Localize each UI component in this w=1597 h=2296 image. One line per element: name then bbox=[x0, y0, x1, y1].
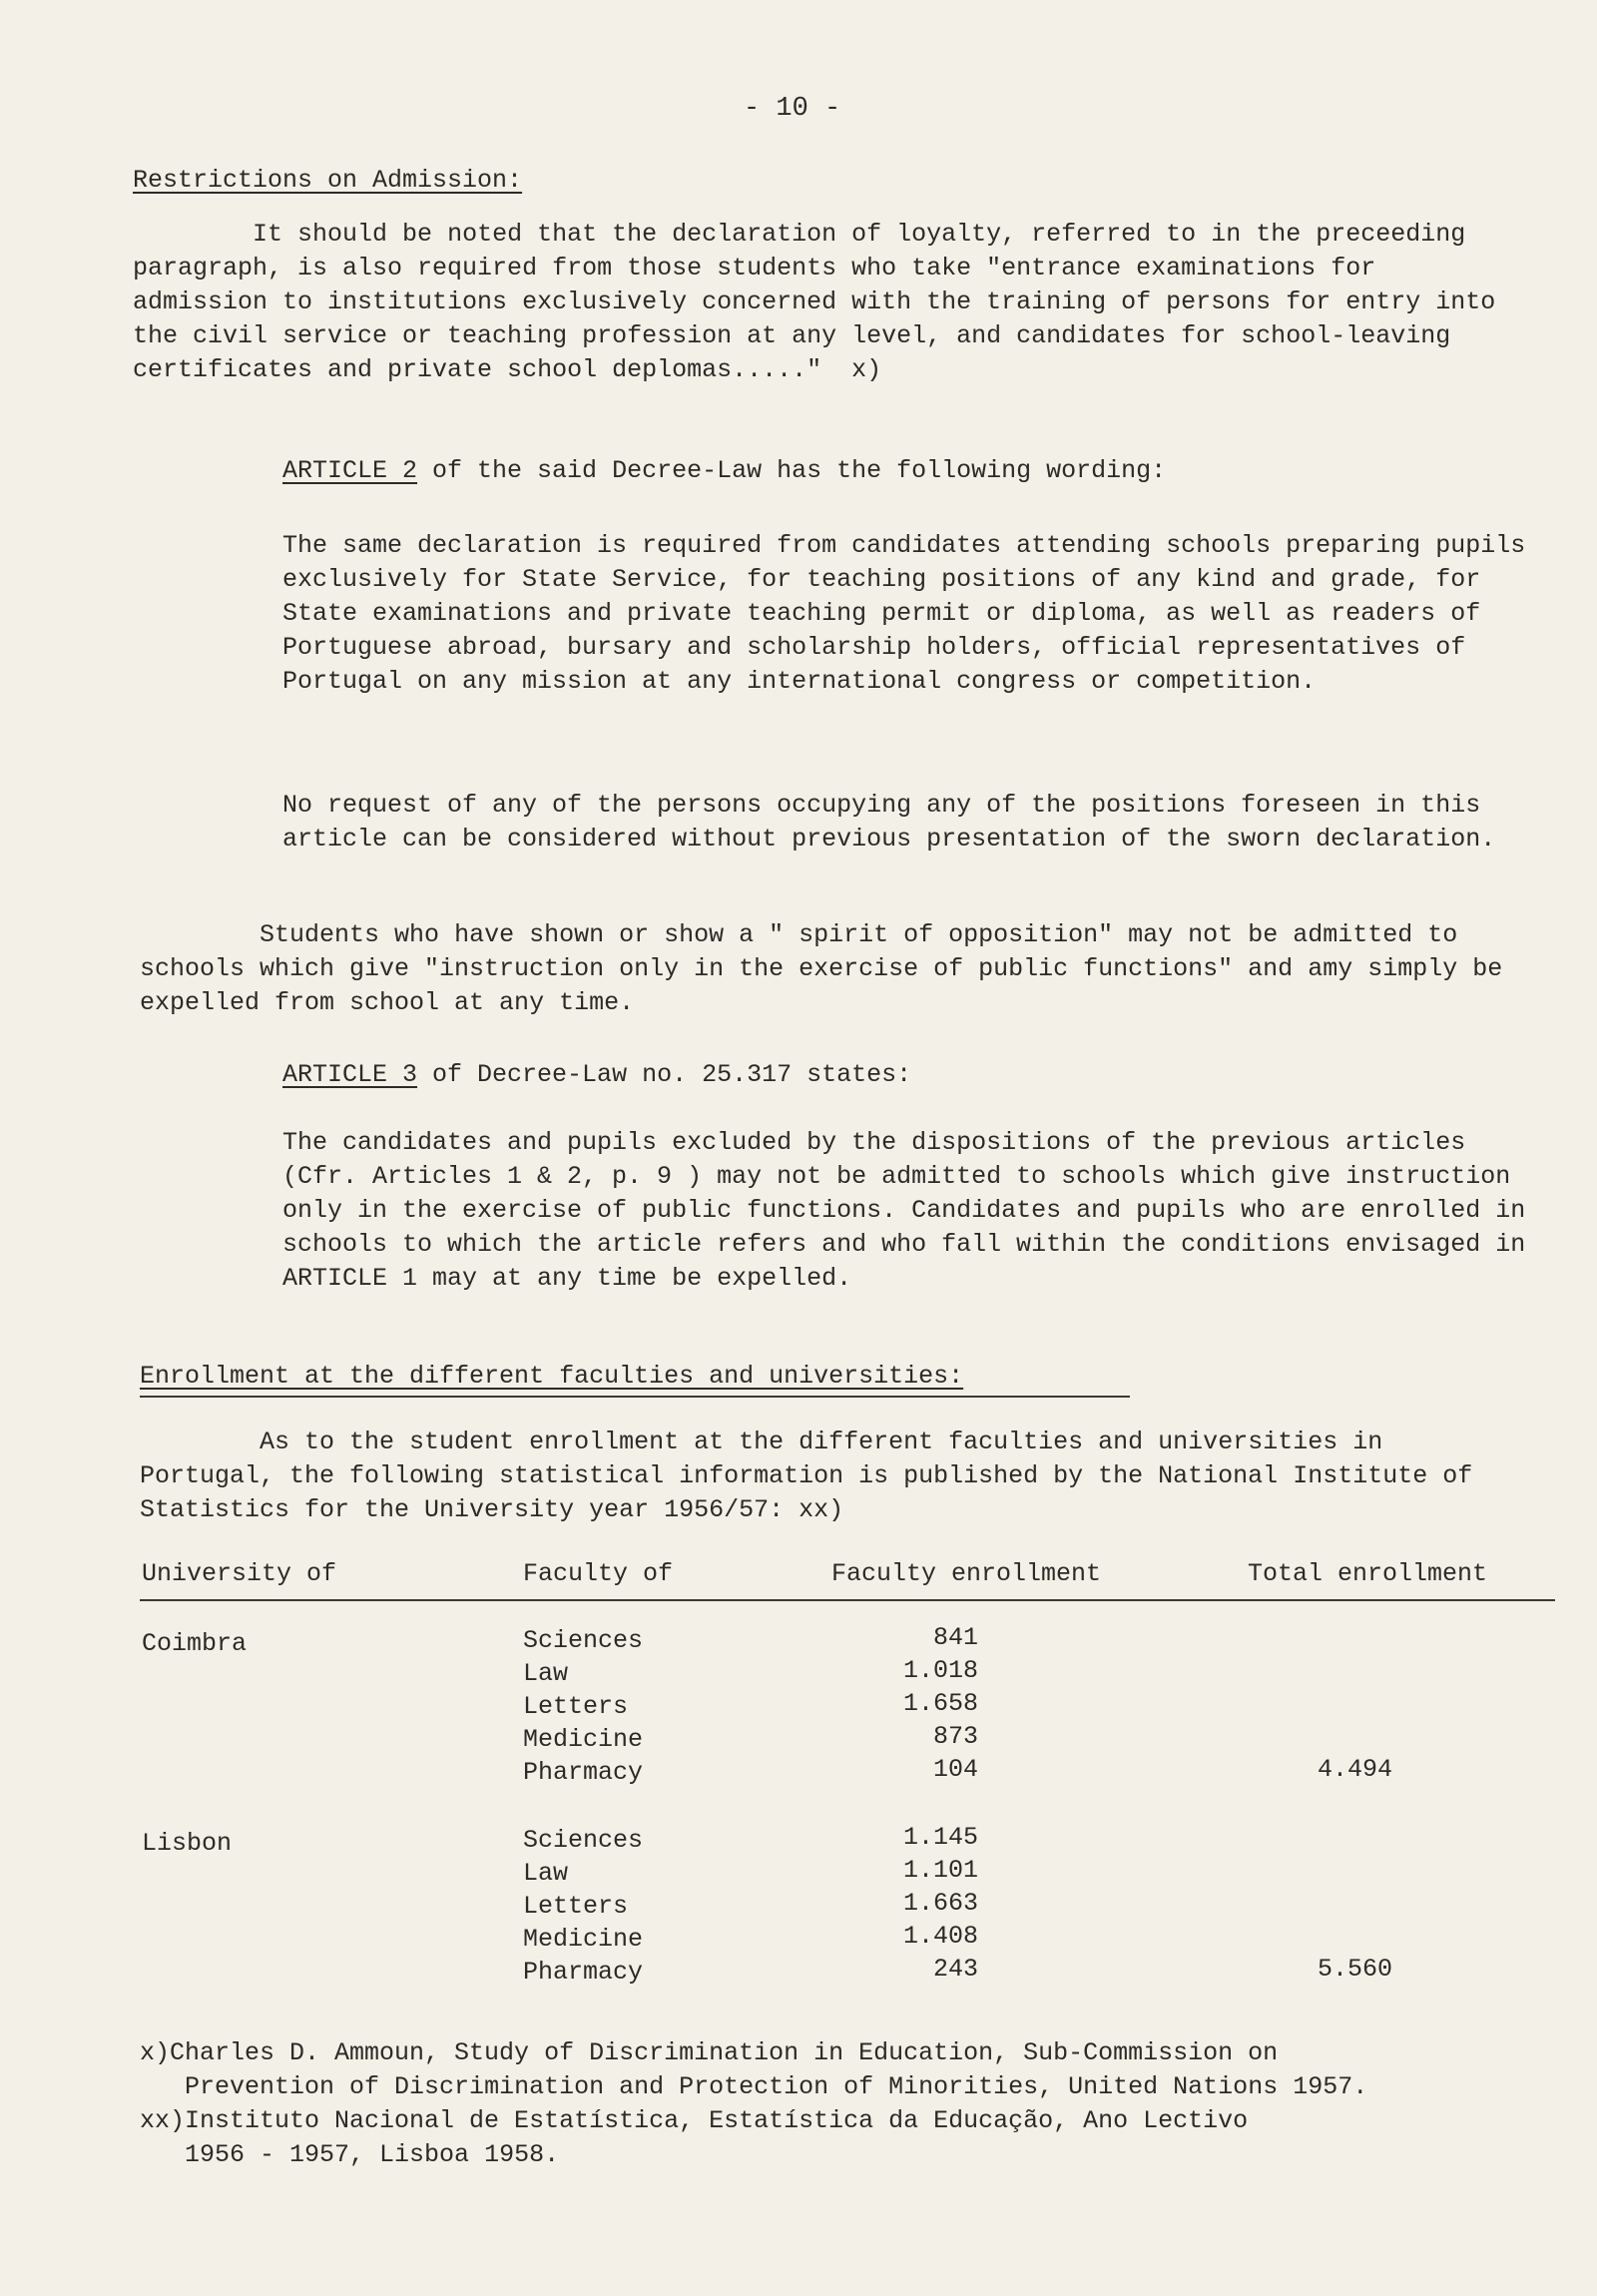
article-3-intro-text: of Decree-Law no. 25.317 states: bbox=[417, 1060, 912, 1089]
article-2-intro-text: of the said Decree-Law has the following wording: bbox=[417, 456, 1167, 485]
article-2-label: ARTICLE 2 bbox=[282, 456, 418, 485]
enrollment-cell: 841 bbox=[932, 1623, 978, 1652]
footnote-x: x)Charles D. Ammoun, Study of Discrimination in Education, Sub-Commission on Prevention of Discrimination and Protection of Minorities, United Nations 1957. bbox=[140, 2038, 1368, 2101]
total-lisbon: 5.560 bbox=[1317, 1955, 1392, 1984]
faculty-cell: Pharmacy bbox=[523, 1758, 644, 1787]
faculty-cell: Medicine bbox=[523, 1925, 644, 1954]
faculty-cell: Letters bbox=[523, 1692, 629, 1721]
article-2-quote-2: No request of any of the persons occupying any of the positions foreseen in this article can be considered without previous presentation of the sworn declaration. bbox=[282, 791, 1496, 854]
faculty-cell: Law bbox=[523, 1659, 569, 1688]
restrictions-paragraph-1: It should be noted that the declaration of loyalty, referred to in the preceeding paragraph, is also required from those students who take "entrance examinations for admission to institutions exclusively concerned with the training of persons for entry into the civil service or teaching profession at any level, and candidates for school-leaving certificates and private school deplomas....." x) bbox=[133, 220, 1511, 384]
article-3-intro bbox=[282, 1058, 911, 1092]
faculty-cell: Sciences bbox=[523, 1826, 644, 1855]
restrictions-heading: Restrictions on Admission: bbox=[133, 166, 523, 195]
university-coimbra: Coimbra bbox=[142, 1629, 248, 1658]
table-header-rule bbox=[140, 1599, 1555, 1601]
faculty-cell: Sciences bbox=[523, 1626, 644, 1655]
enrollment-heading: Enrollment at the different faculties and universities: bbox=[140, 1362, 964, 1391]
header-faculty: Faculty of bbox=[523, 1559, 674, 1588]
article-2-intro bbox=[282, 454, 1166, 488]
page-number: - 10 - bbox=[744, 94, 841, 124]
faculty-cell: Law bbox=[523, 1859, 569, 1888]
article-3-quote: The candidates and pupils excluded by the dispositions of the previous articles (Cfr. Articles 1 & 2, p. 9 ) may not be admitted to schools which give instruction only in the exercise of public functions. Candidates and pupils who are enrolled in schools to which the article refers and who fall within the conditions envisaged in ARTICLE 1 may at any time be expelled. bbox=[282, 1128, 1541, 1293]
enrollment-cell: 873 bbox=[932, 1722, 978, 1751]
restrictions-paragraph-2: Students who have shown or show a " spirit of opposition" may not be admitted to schools which give "instruction only in the exercise of public functions" and amy simply be expelled from school at any time. bbox=[140, 920, 1518, 1017]
enrollment-cell: 1.658 bbox=[902, 1689, 978, 1718]
total-coimbra: 4.494 bbox=[1317, 1755, 1392, 1784]
enrollment-cell: 104 bbox=[932, 1755, 978, 1784]
enrollment-cell: 1.663 bbox=[902, 1889, 978, 1918]
university-lisbon: Lisbon bbox=[142, 1829, 233, 1858]
enrollment-cell: 1.408 bbox=[902, 1922, 978, 1951]
faculty-cell: Pharmacy bbox=[523, 1958, 644, 1987]
enrollment-paragraph: As to the student enrollment at the different faculties and universities in Portugal, the following statistical information is published by the National Institute of Statistics for the University year 1956/57: xx) bbox=[140, 1428, 1488, 1524]
faculty-cell: Medicine bbox=[523, 1725, 644, 1754]
article-2-quote-1: The same declaration is required from candidates attending schools preparing pupils exclusively for State Service, for teaching positions of any kind and grade, for State examinations and private teaching permit or diploma, as well as readers of Portuguese abroad, bursary and scholarship holders, official representatives of Portugal on any mission at any international congress or competition. bbox=[282, 531, 1541, 696]
faculty-cell: Letters bbox=[523, 1892, 629, 1921]
footnote-xx: xx)Instituto Nacional de Estatística, Estatística da Educação, Ano Lectivo 1956 - 1957, Lisboa 1958. bbox=[140, 2106, 1249, 2169]
enrollment-cell: 1.018 bbox=[902, 1656, 978, 1685]
header-university: University of bbox=[142, 1559, 337, 1588]
enrollment-cell: 243 bbox=[932, 1955, 978, 1984]
enrollment-cell: 1.101 bbox=[902, 1856, 978, 1885]
enrollment-cell: 1.145 bbox=[902, 1823, 978, 1852]
enrollment-heading-rule bbox=[140, 1396, 1130, 1398]
header-total-enrollment: Total enrollment bbox=[1248, 1559, 1488, 1588]
header-faculty-enrollment: Faculty enrollment bbox=[831, 1559, 1102, 1588]
article-3-label: ARTICLE 3 bbox=[282, 1060, 418, 1089]
